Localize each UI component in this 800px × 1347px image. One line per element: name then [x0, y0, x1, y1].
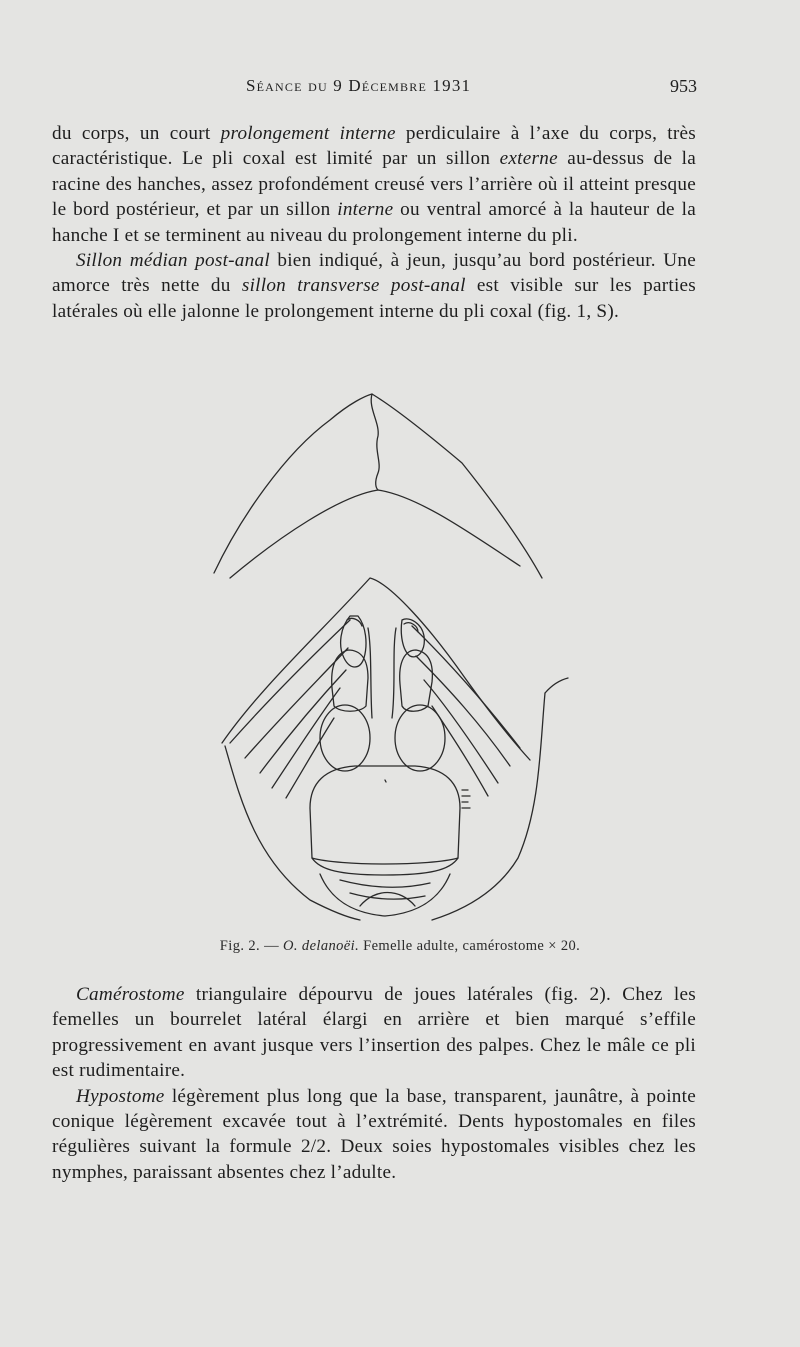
figure-caption: Fig. 2. — O. delanoëi. Femelle adulte, camérostome × 20. — [219, 938, 581, 954]
running-head: Séance du 9 Décembre 1931 — [246, 76, 472, 95]
paragraph-pli-coxal: du corps, un court prolongement interne perdiculaire à l’axe du corps, très caractéristique. Le pli coxal est limité par un sillon externe au-dessus de la racine des hanches, assez profondément creusé vers l’arrière où il atteint presque le bord postérieur, et par un sillon interne ou ventral amorcé à la hauteur de la hanche I et se terminent au niveau du prolongement interne du pli. — [52, 123, 697, 246]
camerostome-drawing — [200, 388, 580, 933]
text-block-top — [52, 121, 696, 324]
page-number: 953 — [670, 76, 697, 96]
page-header — [0, 76, 800, 100]
camerostome-figure — [200, 388, 580, 933]
paragraph-hypostome: Hypostome légèrement plus long que la base, transparent, jaunâtre, à pointe conique légèrement excavée tout à l’extrémité. Dents hypostomales en files régulières suivant la formule 2/2. Deux soies hypostomales visibles chez les nymphes, paraissant absentes chez l’adulte. — [52, 1085, 696, 1183]
paragraph-sillon-median: Sillon médian post-anal bien indiqué, à jeun, jusqu’au bord postérieur. Une amorce très nette du sillon transverse post-anal est visible sur les parties latérales où elle jalonne le prolongement interne du pli coxal (fig. 1, S). — [52, 250, 697, 322]
text-block-bottom — [52, 982, 696, 1185]
paragraph-camerostome: Camérostome triangulaire dépourvu de joues latérales (fig. 2). Chez les femelles un bourrelet latéral élargi en arrière et bien marqué s’effile progressivement en avant jusque vers l’insertion des palpes. Chez le mâle ce pli est rudimentaire. — [52, 984, 696, 1082]
